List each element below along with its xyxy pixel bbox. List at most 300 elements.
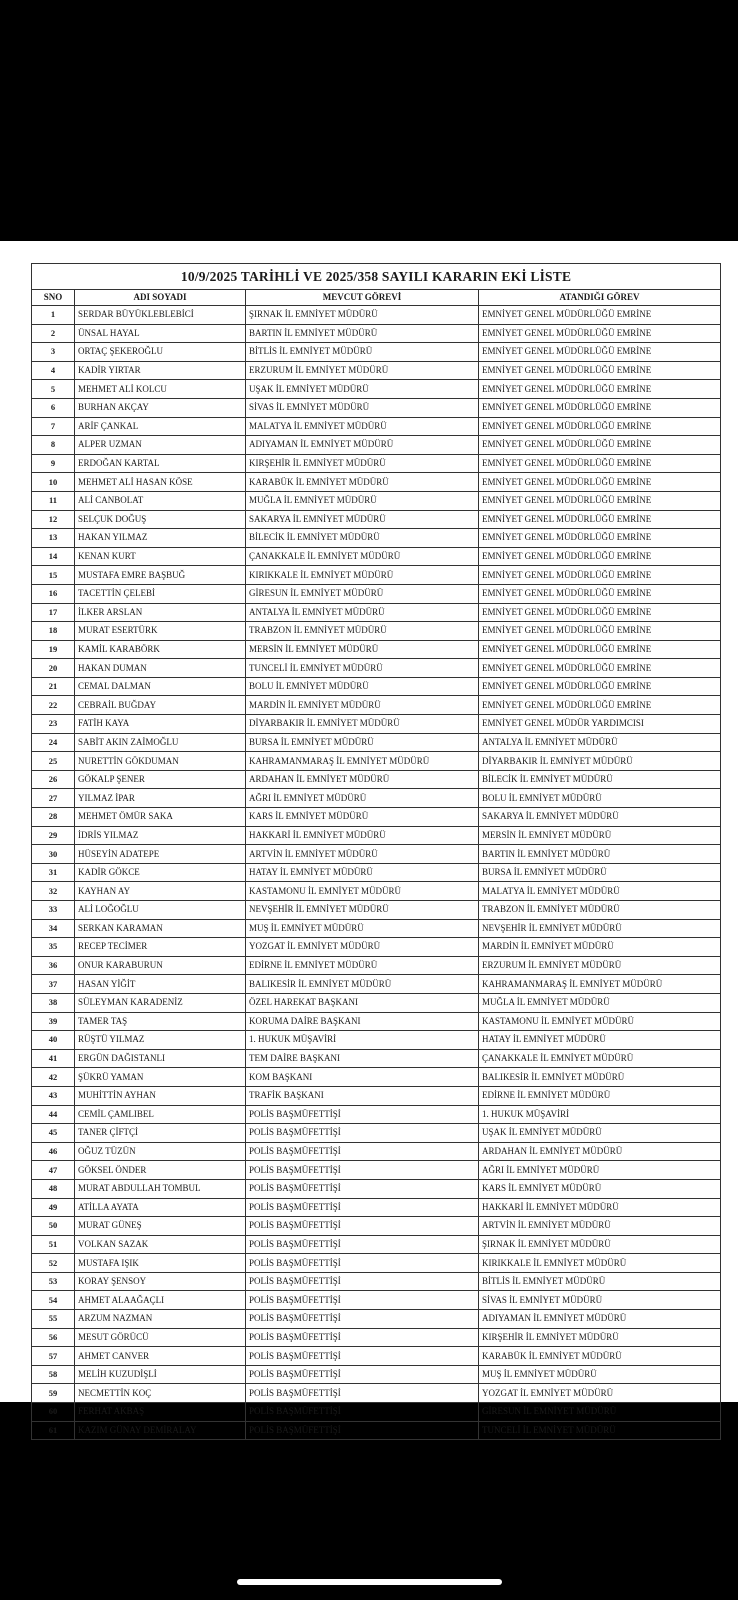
table-row (32, 770, 721, 789)
row-sno: 35 (32, 938, 75, 957)
row-assigned-position: ARTVİN İL EMNİYET MÜDÜRÜ (479, 1217, 721, 1236)
row-sno: 3 (32, 343, 75, 362)
row-name: BURHAN AKÇAY (75, 398, 246, 417)
row-sno: 50 (32, 1217, 75, 1236)
row-assigned-position: EMNİYET GENEL MÜDÜRLÜĞÜ EMRİNE (479, 306, 721, 325)
row-sno: 36 (32, 956, 75, 975)
table-row (32, 659, 721, 678)
table-row (32, 1086, 721, 1105)
table-row (32, 603, 721, 622)
table-row (32, 491, 721, 510)
row-name: RECEP TECİMER (75, 938, 246, 957)
table-row (32, 343, 721, 362)
row-name: CEBRAİL BUĞDAY (75, 696, 246, 715)
row-assigned-position: EMNİYET GENEL MÜDÜRLÜĞÜ EMRİNE (479, 622, 721, 641)
row-sno: 60 (32, 1403, 75, 1422)
row-current-position: BİTLİS İL EMNİYET MÜDÜRÜ (246, 343, 479, 362)
row-current-position: BURSA İL EMNİYET MÜDÜRÜ (246, 733, 479, 752)
row-current-position: POLİS BAŞMÜFETTİŞİ (246, 1254, 479, 1273)
table-row (32, 863, 721, 882)
row-sno: 31 (32, 863, 75, 882)
row-assigned-position: KARS İL EMNİYET MÜDÜRÜ (479, 1179, 721, 1198)
row-name: HÜSEYİN ADATEPE (75, 845, 246, 864)
table-row (32, 1272, 721, 1291)
row-current-position: BALIKESİR İL EMNİYET MÜDÜRÜ (246, 975, 479, 994)
row-current-position: UŞAK İL EMNİYET MÜDÜRÜ (246, 380, 479, 399)
row-assigned-position: HATAY İL EMNİYET MÜDÜRÜ (479, 1031, 721, 1050)
table-row (32, 640, 721, 659)
table-row (32, 1254, 721, 1273)
row-current-position: KORUMA DAİRE BAŞKANI (246, 1012, 479, 1031)
row-current-position: POLİS BAŞMÜFETTİŞİ (246, 1328, 479, 1347)
header-name: ADI SOYADI (75, 290, 246, 306)
row-assigned-position: ADIYAMAN İL EMNİYET MÜDÜRÜ (479, 1310, 721, 1329)
row-sno: 42 (32, 1068, 75, 1087)
row-sno: 7 (32, 417, 75, 436)
row-assigned-position: EMNİYET GENEL MÜDÜRLÜĞÜ EMRİNE (479, 454, 721, 473)
table-row (32, 956, 721, 975)
row-assigned-position: BOLU İL EMNİYET MÜDÜRÜ (479, 789, 721, 808)
table-row (32, 529, 721, 548)
row-assigned-position: EMNİYET GENEL MÜDÜR YARDIMCISI (479, 715, 721, 734)
row-sno: 43 (32, 1086, 75, 1105)
row-assigned-position: ANTALYA İL EMNİYET MÜDÜRÜ (479, 733, 721, 752)
row-current-position: MERSİN İL EMNİYET MÜDÜRÜ (246, 640, 479, 659)
table-row (32, 1198, 721, 1217)
row-name: CEMAL DALMAN (75, 677, 246, 696)
document-title: 10/9/2025 TARİHLİ VE 2025/358 SAYILI KARARIN EKİ LİSTE (32, 264, 721, 290)
row-sno: 12 (32, 510, 75, 529)
row-assigned-position: 1. HUKUK MÜŞAVİRİ (479, 1105, 721, 1124)
row-sno: 30 (32, 845, 75, 864)
row-current-position: POLİS BAŞMÜFETTİŞİ (246, 1421, 479, 1440)
row-sno: 41 (32, 1049, 75, 1068)
row-name: YILMAZ İPAR (75, 789, 246, 808)
row-assigned-position: EMNİYET GENEL MÜDÜRLÜĞÜ EMRİNE (479, 436, 721, 455)
row-current-position: EDİRNE İL EMNİYET MÜDÜRÜ (246, 956, 479, 975)
row-name: RÜŞTÜ YILMAZ (75, 1031, 246, 1050)
row-current-position: 1. HUKUK MÜŞAVİRİ (246, 1031, 479, 1050)
table-row (32, 566, 721, 585)
table-row (32, 1235, 721, 1254)
row-assigned-position: EMNİYET GENEL MÜDÜRLÜĞÜ EMRİNE (479, 677, 721, 696)
row-sno: 9 (32, 454, 75, 473)
table-row (32, 752, 721, 771)
row-current-position: ARTVİN İL EMNİYET MÜDÜRÜ (246, 845, 479, 864)
row-assigned-position: NEVŞEHİR İL EMNİYET MÜDÜRÜ (479, 919, 721, 938)
row-assigned-position: MALATYA İL EMNİYET MÜDÜRÜ (479, 882, 721, 901)
row-name: MUSTAFA EMRE BAŞBUĞ (75, 566, 246, 585)
row-sno: 25 (32, 752, 75, 771)
row-name: ÜNSAL HAYAL (75, 324, 246, 343)
row-name: VOLKAN SAZAK (75, 1235, 246, 1254)
row-current-position: POLİS BAŞMÜFETTİŞİ (246, 1291, 479, 1310)
table-row (32, 1161, 721, 1180)
row-name: SERDAR BÜYÜKLEBLEBİCİ (75, 306, 246, 325)
row-name: TACETTİN ÇELEBİ (75, 584, 246, 603)
row-assigned-position: EMNİYET GENEL MÜDÜRLÜĞÜ EMRİNE (479, 566, 721, 585)
row-name: HASAN YİĞİT (75, 975, 246, 994)
row-current-position: BOLU İL EMNİYET MÜDÜRÜ (246, 677, 479, 696)
row-current-position: KIRIKKALE İL EMNİYET MÜDÜRÜ (246, 566, 479, 585)
row-assigned-position: TRABZON İL EMNİYET MÜDÜRÜ (479, 901, 721, 920)
row-sno: 61 (32, 1421, 75, 1440)
row-current-position: POLİS BAŞMÜFETTİŞİ (246, 1124, 479, 1143)
row-name: SABİT AKIN ZAİMOĞLU (75, 733, 246, 752)
table-row (32, 1347, 721, 1366)
row-current-position: POLİS BAŞMÜFETTİŞİ (246, 1384, 479, 1403)
table-row (32, 808, 721, 827)
row-current-position: TUNCELİ İL EMNİYET MÜDÜRÜ (246, 659, 479, 678)
row-assigned-position: SAKARYA İL EMNİYET MÜDÜRÜ (479, 808, 721, 827)
row-sno: 8 (32, 436, 75, 455)
home-indicator[interactable] (237, 1579, 502, 1585)
row-assigned-position: DİYARBAKIR İL EMNİYET MÜDÜRÜ (479, 752, 721, 771)
table-row (32, 398, 721, 417)
row-name: HAKAN DUMAN (75, 659, 246, 678)
row-name: FATİH KAYA (75, 715, 246, 734)
header-assigned-position: ATANDIĞI GÖREV (479, 290, 721, 306)
table-row (32, 1384, 721, 1403)
row-sno: 13 (32, 529, 75, 548)
row-current-position: MUŞ İL EMNİYET MÜDÜRÜ (246, 919, 479, 938)
row-sno: 15 (32, 566, 75, 585)
row-name: ARZUM NAZMAN (75, 1310, 246, 1329)
row-assigned-position: EMNİYET GENEL MÜDÜRLÜĞÜ EMRİNE (479, 417, 721, 436)
row-sno: 53 (32, 1272, 75, 1291)
table-row (32, 361, 721, 380)
row-sno: 55 (32, 1310, 75, 1329)
row-assigned-position: MARDİN İL EMNİYET MÜDÜRÜ (479, 938, 721, 957)
table-row (32, 1179, 721, 1198)
row-current-position: TRAFİK BAŞKANI (246, 1086, 479, 1105)
row-sno: 46 (32, 1142, 75, 1161)
table-container (31, 263, 720, 1440)
row-name: OĞUZ TÜZÜN (75, 1142, 246, 1161)
table-body (32, 306, 721, 1440)
row-assigned-position: BİLECİK İL EMNİYET MÜDÜRÜ (479, 770, 721, 789)
row-assigned-position: MERSİN İL EMNİYET MÜDÜRÜ (479, 826, 721, 845)
row-current-position: MALATYA İL EMNİYET MÜDÜRÜ (246, 417, 479, 436)
row-name: KORAY ŞENSOY (75, 1272, 246, 1291)
table-row (32, 436, 721, 455)
row-sno: 16 (32, 584, 75, 603)
table-row (32, 938, 721, 957)
row-name: MEHMET ALİ KOLCU (75, 380, 246, 399)
row-current-position: POLİS BAŞMÜFETTİŞİ (246, 1235, 479, 1254)
table-row (32, 882, 721, 901)
table-row (32, 696, 721, 715)
row-assigned-position: ÇANAKKALE İL EMNİYET MÜDÜRÜ (479, 1049, 721, 1068)
row-name: NURETTİN GÖKDUMAN (75, 752, 246, 771)
row-sno: 1 (32, 306, 75, 325)
table-row (32, 1328, 721, 1347)
row-name: MURAT GÜNEŞ (75, 1217, 246, 1236)
table-row (32, 417, 721, 436)
row-sno: 56 (32, 1328, 75, 1347)
row-assigned-position: KIRŞEHİR İL EMNİYET MÜDÜRÜ (479, 1328, 721, 1347)
row-assigned-position: MUŞ İL EMNİYET MÜDÜRÜ (479, 1365, 721, 1384)
table-row (32, 1031, 721, 1050)
row-sno: 5 (32, 380, 75, 399)
row-current-position: POLİS BAŞMÜFETTİŞİ (246, 1272, 479, 1291)
row-assigned-position: HAKKARİ İL EMNİYET MÜDÜRÜ (479, 1198, 721, 1217)
row-sno: 38 (32, 993, 75, 1012)
row-assigned-position: EMNİYET GENEL MÜDÜRLÜĞÜ EMRİNE (479, 640, 721, 659)
table-row (32, 1068, 721, 1087)
table-row (32, 1049, 721, 1068)
row-current-position: ERZURUM İL EMNİYET MÜDÜRÜ (246, 361, 479, 380)
row-assigned-position: EMNİYET GENEL MÜDÜRLÜĞÜ EMRİNE (479, 603, 721, 622)
row-current-position: AĞRI İL EMNİYET MÜDÜRÜ (246, 789, 479, 808)
header-sno: SNO (32, 290, 75, 306)
table-row (32, 975, 721, 994)
table-row (32, 1012, 721, 1031)
row-current-position: POLİS BAŞMÜFETTİŞİ (246, 1179, 479, 1198)
row-current-position: POLİS BAŞMÜFETTİŞİ (246, 1217, 479, 1236)
row-current-position: ANTALYA İL EMNİYET MÜDÜRÜ (246, 603, 479, 622)
row-name: AHMET ALAAĞAÇLI (75, 1291, 246, 1310)
row-sno: 21 (32, 677, 75, 696)
row-current-position: MARDİN İL EMNİYET MÜDÜRÜ (246, 696, 479, 715)
row-assigned-position: EMNİYET GENEL MÜDÜRLÜĞÜ EMRİNE (479, 696, 721, 715)
row-current-position: POLİS BAŞMÜFETTİŞİ (246, 1142, 479, 1161)
table-row (32, 324, 721, 343)
row-current-position: ÇANAKKALE İL EMNİYET MÜDÜRÜ (246, 547, 479, 566)
row-assigned-position: YOZGAT İL EMNİYET MÜDÜRÜ (479, 1384, 721, 1403)
row-sno: 54 (32, 1291, 75, 1310)
row-name: ARİF ÇANKAL (75, 417, 246, 436)
row-name: MEHMET ALİ HASAN KÖSE (75, 473, 246, 492)
row-current-position: HATAY İL EMNİYET MÜDÜRÜ (246, 863, 479, 882)
header-row (32, 290, 721, 306)
row-current-position: ŞIRNAK İL EMNİYET MÜDÜRÜ (246, 306, 479, 325)
table-row (32, 1310, 721, 1329)
table-row (32, 1217, 721, 1236)
row-assigned-position: EMNİYET GENEL MÜDÜRLÜĞÜ EMRİNE (479, 491, 721, 510)
table-row (32, 826, 721, 845)
row-sno: 51 (32, 1235, 75, 1254)
row-current-position: YOZGAT İL EMNİYET MÜDÜRÜ (246, 938, 479, 957)
row-sno: 18 (32, 622, 75, 641)
row-name: SELÇUK DOĞUŞ (75, 510, 246, 529)
table-row (32, 1105, 721, 1124)
row-current-position: KARABÜK İL EMNİYET MÜDÜRÜ (246, 473, 479, 492)
row-sno: 37 (32, 975, 75, 994)
header-current-position: MEVCUT GÖREVİ (246, 290, 479, 306)
table-row (32, 677, 721, 696)
table-row (32, 1291, 721, 1310)
row-sno: 24 (32, 733, 75, 752)
row-name: GÖKSEL ÖNDER (75, 1161, 246, 1180)
row-current-position: POLİS BAŞMÜFETTİŞİ (246, 1198, 479, 1217)
row-sno: 39 (32, 1012, 75, 1031)
row-name: KENAN KURT (75, 547, 246, 566)
row-current-position: DİYARBAKIR İL EMNİYET MÜDÜRÜ (246, 715, 479, 734)
row-sno: 17 (32, 603, 75, 622)
row-current-position: POLİS BAŞMÜFETTİŞİ (246, 1161, 479, 1180)
table-row (32, 1403, 721, 1422)
row-assigned-position: EMNİYET GENEL MÜDÜRLÜĞÜ EMRİNE (479, 510, 721, 529)
row-current-position: GİRESUN İL EMNİYET MÜDÜRÜ (246, 584, 479, 603)
table-row (32, 919, 721, 938)
row-name: ORTAÇ ŞEKEROĞLU (75, 343, 246, 362)
row-name: KAYHAN AY (75, 882, 246, 901)
table-row (32, 547, 721, 566)
row-assigned-position: ARDAHAN İL EMNİYET MÜDÜRÜ (479, 1142, 721, 1161)
row-sno: 28 (32, 808, 75, 827)
row-sno: 2 (32, 324, 75, 343)
row-sno: 19 (32, 640, 75, 659)
row-name: MEHMET ÖMÜR SAKA (75, 808, 246, 827)
row-sno: 49 (32, 1198, 75, 1217)
row-current-position: TRABZON İL EMNİYET MÜDÜRÜ (246, 622, 479, 641)
row-assigned-position: EMNİYET GENEL MÜDÜRLÜĞÜ EMRİNE (479, 324, 721, 343)
row-sno: 29 (32, 826, 75, 845)
row-assigned-position: BARTIN İL EMNİYET MÜDÜRÜ (479, 845, 721, 864)
row-name: MELİH KUZUDİŞLİ (75, 1365, 246, 1384)
row-sno: 32 (32, 882, 75, 901)
row-sno: 44 (32, 1105, 75, 1124)
table-row (32, 789, 721, 808)
row-name: TANER ÇİFTÇİ (75, 1124, 246, 1143)
row-sno: 59 (32, 1384, 75, 1403)
row-assigned-position: EMNİYET GENEL MÜDÜRLÜĞÜ EMRİNE (479, 547, 721, 566)
table-row (32, 510, 721, 529)
row-name: KADİR GÖKCE (75, 863, 246, 882)
row-assigned-position: EMNİYET GENEL MÜDÜRLÜĞÜ EMRİNE (479, 659, 721, 678)
row-name: HAKAN YILMAZ (75, 529, 246, 548)
table-row (32, 715, 721, 734)
row-current-position: MUĞLA İL EMNİYET MÜDÜRÜ (246, 491, 479, 510)
row-assigned-position: EMNİYET GENEL MÜDÜRLÜĞÜ EMRİNE (479, 584, 721, 603)
row-current-position: SİVAS İL EMNİYET MÜDÜRÜ (246, 398, 479, 417)
table-row (32, 1421, 721, 1440)
row-name: ONUR KARABURUN (75, 956, 246, 975)
row-current-position: ADIYAMAN İL EMNİYET MÜDÜRÜ (246, 436, 479, 455)
row-assigned-position: ŞIRNAK İL EMNİYET MÜDÜRÜ (479, 1235, 721, 1254)
row-sno: 48 (32, 1179, 75, 1198)
row-name: MURAT ABDULLAH TOMBUL (75, 1179, 246, 1198)
row-sno: 14 (32, 547, 75, 566)
row-name: NECMETTİN KOÇ (75, 1384, 246, 1403)
row-assigned-position: KARABÜK İL EMNİYET MÜDÜRÜ (479, 1347, 721, 1366)
row-assigned-position: EMNİYET GENEL MÜDÜRLÜĞÜ EMRİNE (479, 361, 721, 380)
table-row (32, 306, 721, 325)
row-sno: 40 (32, 1031, 75, 1050)
table-row (32, 380, 721, 399)
row-name: MUSTAFA IŞIK (75, 1254, 246, 1273)
row-sno: 4 (32, 361, 75, 380)
row-sno: 23 (32, 715, 75, 734)
row-sno: 57 (32, 1347, 75, 1366)
row-current-position: POLİS BAŞMÜFETTİŞİ (246, 1310, 479, 1329)
row-current-position: SAKARYA İL EMNİYET MÜDÜRÜ (246, 510, 479, 529)
row-name: TAMER TAŞ (75, 1012, 246, 1031)
row-sno: 45 (32, 1124, 75, 1143)
row-sno: 27 (32, 789, 75, 808)
row-assigned-position: BURSA İL EMNİYET MÜDÜRÜ (479, 863, 721, 882)
row-name: KADİR YIRTAR (75, 361, 246, 380)
row-assigned-position: BALIKESİR İL EMNİYET MÜDÜRÜ (479, 1068, 721, 1087)
table-row (32, 733, 721, 752)
row-name: ŞÜKRÜ YAMAN (75, 1068, 246, 1087)
row-name: ERDOĞAN KARTAL (75, 454, 246, 473)
row-sno: 20 (32, 659, 75, 678)
row-current-position: TEM DAİRE BAŞKANI (246, 1049, 479, 1068)
row-name: GÖKALP ŞENER (75, 770, 246, 789)
row-sno: 33 (32, 901, 75, 920)
row-current-position: POLİS BAŞMÜFETTİŞİ (246, 1105, 479, 1124)
row-sno: 11 (32, 491, 75, 510)
table-row (32, 993, 721, 1012)
row-current-position: KASTAMONU İL EMNİYET MÜDÜRÜ (246, 882, 479, 901)
row-sno: 22 (32, 696, 75, 715)
row-assigned-position: EMNİYET GENEL MÜDÜRLÜĞÜ EMRİNE (479, 343, 721, 362)
row-sno: 10 (32, 473, 75, 492)
row-current-position: ÖZEL HAREKAT BAŞKANI (246, 993, 479, 1012)
table-row (32, 622, 721, 641)
row-assigned-position: MUĞLA İL EMNİYET MÜDÜRÜ (479, 993, 721, 1012)
row-current-position: POLİS BAŞMÜFETTİŞİ (246, 1347, 479, 1366)
table-row (32, 1142, 721, 1161)
row-name: SERKAN KARAMAN (75, 919, 246, 938)
row-assigned-position: GİRESUN İL EMNİYET MÜDÜRÜ (479, 1403, 721, 1422)
appointment-table (31, 263, 721, 1440)
row-current-position: ARDAHAN İL EMNİYET MÜDÜRÜ (246, 770, 479, 789)
row-name: MUHİTTİN AYHAN (75, 1086, 246, 1105)
row-assigned-position: EDİRNE İL EMNİYET MÜDÜRÜ (479, 1086, 721, 1105)
row-current-position: POLİS BAŞMÜFETTİŞİ (246, 1403, 479, 1422)
row-name: MURAT ESERTÜRK (75, 622, 246, 641)
row-current-position: HAKKARİ İL EMNİYET MÜDÜRÜ (246, 826, 479, 845)
row-current-position: KIRŞEHİR İL EMNİYET MÜDÜRÜ (246, 454, 479, 473)
row-name: MESUT GÖRÜCÜ (75, 1328, 246, 1347)
row-name: ATİLLA AYATA (75, 1198, 246, 1217)
row-name: ALPER UZMAN (75, 436, 246, 455)
document-page (0, 241, 738, 1435)
row-name: ALİ LOĞOĞLU (75, 901, 246, 920)
table-row (32, 454, 721, 473)
row-assigned-position: BİTLİS İL EMNİYET MÜDÜRÜ (479, 1272, 721, 1291)
row-assigned-position: KAHRAMANMARAŞ İL EMNİYET MÜDÜRÜ (479, 975, 721, 994)
row-assigned-position: TUNCELİ İL EMNİYET MÜDÜRÜ (479, 1421, 721, 1440)
row-name: KAMİL KARABÖRK (75, 640, 246, 659)
table-row (32, 1365, 721, 1384)
table-row (32, 845, 721, 864)
row-assigned-position: KASTAMONU İL EMNİYET MÜDÜRÜ (479, 1012, 721, 1031)
row-name: ERGÜN DAĞISTANLI (75, 1049, 246, 1068)
row-assigned-position: EMNİYET GENEL MÜDÜRLÜĞÜ EMRİNE (479, 473, 721, 492)
row-sno: 58 (32, 1365, 75, 1384)
row-current-position: POLİS BAŞMÜFETTİŞİ (246, 1365, 479, 1384)
row-name: AHMET CANVER (75, 1347, 246, 1366)
row-sno: 26 (32, 770, 75, 789)
row-name: CEMİL ÇAMLIBEL (75, 1105, 246, 1124)
row-assigned-position: UŞAK İL EMNİYET MÜDÜRÜ (479, 1124, 721, 1143)
row-sno: 34 (32, 919, 75, 938)
table-row (32, 584, 721, 603)
row-current-position: KAHRAMANMARAŞ İL EMNİYET MÜDÜRÜ (246, 752, 479, 771)
row-assigned-position: KIRIKKALE İL EMNİYET MÜDÜRÜ (479, 1254, 721, 1273)
row-name: KAZIM GÜNAY DEMİRALAY (75, 1421, 246, 1440)
row-assigned-position: EMNİYET GENEL MÜDÜRLÜĞÜ EMRİNE (479, 529, 721, 548)
row-current-position: KOM BAŞKANI (246, 1068, 479, 1087)
table-row (32, 473, 721, 492)
row-assigned-position: ERZURUM İL EMNİYET MÜDÜRÜ (479, 956, 721, 975)
row-name: İLKER ARSLAN (75, 603, 246, 622)
row-assigned-position: EMNİYET GENEL MÜDÜRLÜĞÜ EMRİNE (479, 380, 721, 399)
